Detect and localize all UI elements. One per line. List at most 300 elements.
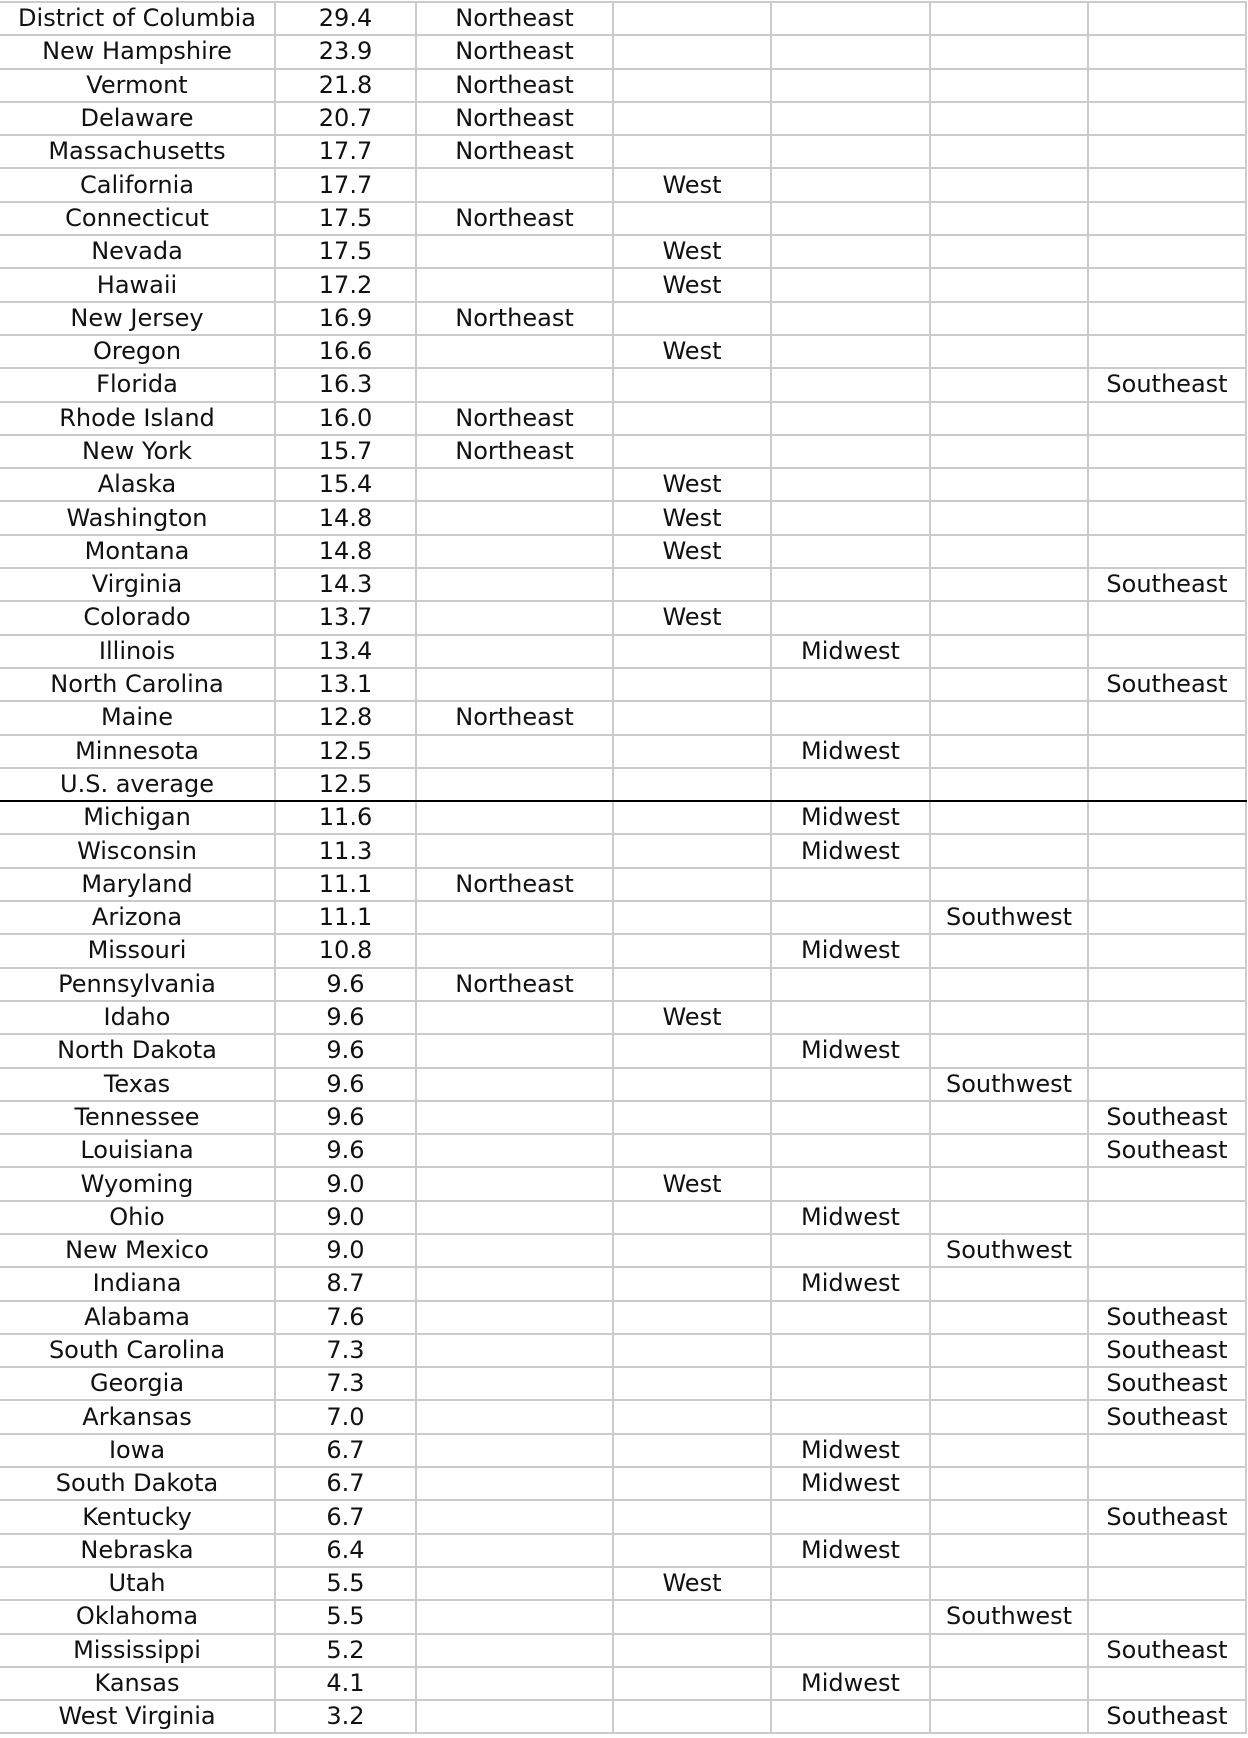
region-cell-southwest[interactable] [930,135,1088,168]
region-cell-northeast[interactable] [416,1700,613,1733]
region-cell-west[interactable] [613,1301,771,1334]
value-cell[interactable]: 7.0 [275,1400,416,1433]
region-cell-southwest[interactable] [930,1134,1088,1167]
value-cell[interactable]: 7.6 [275,1301,416,1334]
state-cell[interactable]: Iowa [0,1434,275,1467]
value-cell[interactable]: 11.3 [275,834,416,867]
region-cell-southeast[interactable] [1088,635,1246,668]
region-cell-west[interactable] [613,1700,771,1733]
state-cell[interactable]: Nebraska [0,1534,275,1567]
region-cell-west[interactable]: West [613,335,771,368]
region-cell-southwest[interactable] [930,468,1088,501]
value-cell[interactable]: 4.1 [275,1667,416,1700]
state-cell[interactable]: Indiana [0,1267,275,1300]
region-cell-west[interactable] [613,1400,771,1433]
state-cell[interactable]: Connecticut [0,202,275,235]
state-cell[interactable]: Delaware [0,102,275,135]
region-cell-west[interactable] [613,1600,771,1633]
value-cell[interactable]: 5.2 [275,1634,416,1667]
region-cell-northeast[interactable] [416,1534,613,1567]
region-cell-northeast[interactable]: Northeast [416,69,613,102]
region-cell-southeast[interactable] [1088,468,1246,501]
value-cell[interactable]: 17.5 [275,202,416,235]
region-cell-southwest[interactable] [930,1034,1088,1067]
state-cell[interactable]: New Mexico [0,1234,275,1267]
region-cell-west[interactable]: West [613,1001,771,1034]
region-cell-southwest[interactable] [930,1367,1088,1400]
region-cell-southwest[interactable] [930,368,1088,401]
region-cell-southwest[interactable] [930,1534,1088,1567]
region-cell-southeast[interactable]: Southeast [1088,1500,1246,1533]
region-cell-midwest[interactable]: Midwest [771,735,930,768]
state-cell[interactable]: Pennsylvania [0,968,275,1001]
region-cell-west[interactable] [613,202,771,235]
region-cell-west[interactable] [613,901,771,934]
region-cell-southwest[interactable] [930,1700,1088,1733]
value-cell[interactable]: 20.7 [275,102,416,135]
state-cell[interactable]: Maine [0,701,275,734]
region-cell-southwest[interactable] [930,102,1088,135]
region-cell-west[interactable] [613,1367,771,1400]
state-cell[interactable]: North Carolina [0,668,275,701]
region-cell-southwest[interactable] [930,402,1088,435]
region-cell-midwest[interactable] [771,1634,930,1667]
region-cell-west[interactable]: West [613,168,771,201]
region-cell-southwest[interactable] [930,302,1088,335]
state-cell[interactable]: Kansas [0,1667,275,1700]
region-cell-southwest[interactable] [930,535,1088,568]
region-cell-west[interactable] [613,1334,771,1367]
region-cell-midwest[interactable] [771,302,930,335]
region-cell-southeast[interactable] [1088,235,1246,268]
region-cell-southwest[interactable] [930,268,1088,301]
region-cell-west[interactable] [613,1267,771,1300]
state-cell[interactable]: Texas [0,1068,275,1101]
region-cell-southeast[interactable]: Southeast [1088,1634,1246,1667]
region-cell-southeast[interactable]: Southeast [1088,1367,1246,1400]
region-cell-southeast[interactable] [1088,1001,1246,1034]
state-cell[interactable]: West Virginia [0,1700,275,1733]
region-cell-southeast[interactable] [1088,302,1246,335]
region-cell-southwest[interactable] [930,1567,1088,1600]
region-cell-southeast[interactable] [1088,768,1246,801]
region-cell-midwest[interactable] [771,168,930,201]
state-cell[interactable]: Ohio [0,1201,275,1234]
region-cell-southwest[interactable] [930,834,1088,867]
region-cell-west[interactable] [613,1201,771,1234]
region-cell-midwest[interactable] [771,335,930,368]
region-cell-northeast[interactable] [416,901,613,934]
state-cell[interactable]: Minnesota [0,735,275,768]
region-cell-southwest[interactable] [930,701,1088,734]
region-cell-midwest[interactable] [771,1167,930,1200]
region-cell-northeast[interactable] [416,1001,613,1034]
state-cell[interactable]: Georgia [0,1367,275,1400]
region-cell-midwest[interactable]: Midwest [771,1034,930,1067]
region-cell-west[interactable] [613,35,771,68]
region-cell-southwest[interactable] [930,868,1088,901]
region-cell-southeast[interactable] [1088,135,1246,168]
region-cell-southeast[interactable] [1088,1434,1246,1467]
region-cell-southeast[interactable] [1088,868,1246,901]
region-cell-west[interactable] [613,302,771,335]
region-cell-west[interactable] [613,1534,771,1567]
region-cell-northeast[interactable] [416,934,613,967]
region-cell-west[interactable]: West [613,235,771,268]
region-cell-midwest[interactable] [771,1234,930,1267]
region-cell-southeast[interactable] [1088,335,1246,368]
value-cell[interactable]: 11.1 [275,868,416,901]
value-cell[interactable]: 9.6 [275,968,416,1001]
state-cell[interactable]: Kentucky [0,1500,275,1533]
region-cell-west[interactable] [613,768,771,801]
region-cell-midwest[interactable] [771,235,930,268]
region-cell-west[interactable] [613,69,771,102]
region-cell-southeast[interactable] [1088,1034,1246,1067]
region-cell-southwest[interactable] [930,568,1088,601]
state-cell[interactable]: District of Columbia [0,2,275,35]
region-cell-west[interactable] [613,1134,771,1167]
region-cell-southeast[interactable] [1088,735,1246,768]
region-cell-southeast[interactable]: Southeast [1088,1101,1246,1134]
region-cell-midwest[interactable]: Midwest [771,1434,930,1467]
region-cell-northeast[interactable] [416,468,613,501]
region-cell-midwest[interactable] [771,1301,930,1334]
state-cell[interactable]: North Dakota [0,1034,275,1067]
region-cell-midwest[interactable] [771,1134,930,1167]
region-cell-west[interactable] [613,934,771,967]
region-cell-southeast[interactable]: Southeast [1088,1301,1246,1334]
state-cell[interactable]: New York [0,435,275,468]
region-cell-southeast[interactable]: Southeast [1088,1400,1246,1433]
region-cell-southeast[interactable] [1088,1567,1246,1600]
region-cell-southeast[interactable] [1088,1234,1246,1267]
value-cell[interactable]: 5.5 [275,1600,416,1633]
region-cell-southeast[interactable] [1088,1467,1246,1500]
state-cell[interactable]: U.S. average [0,768,275,801]
region-cell-northeast[interactable] [416,1101,613,1134]
state-cell[interactable]: Mississippi [0,1634,275,1667]
value-cell[interactable]: 8.7 [275,1267,416,1300]
state-cell[interactable]: Michigan [0,801,275,834]
region-cell-northeast[interactable]: Northeast [416,402,613,435]
region-cell-west[interactable] [613,701,771,734]
region-cell-midwest[interactable] [771,668,930,701]
state-cell[interactable]: South Dakota [0,1467,275,1500]
state-cell[interactable]: New Hampshire [0,35,275,68]
region-cell-southwest[interactable] [930,1001,1088,1034]
region-cell-midwest[interactable]: Midwest [771,635,930,668]
region-cell-southwest[interactable] [930,1301,1088,1334]
region-cell-west[interactable] [613,402,771,435]
region-cell-northeast[interactable] [416,735,613,768]
region-cell-southeast[interactable]: Southeast [1088,1700,1246,1733]
value-cell[interactable]: 16.9 [275,302,416,335]
region-cell-midwest[interactable] [771,1700,930,1733]
region-cell-northeast[interactable] [416,635,613,668]
region-cell-west[interactable] [613,801,771,834]
state-cell[interactable]: Vermont [0,69,275,102]
region-cell-southeast[interactable] [1088,934,1246,967]
value-cell[interactable]: 16.0 [275,402,416,435]
region-cell-midwest[interactable] [771,402,930,435]
region-cell-midwest[interactable] [771,135,930,168]
value-cell[interactable]: 6.7 [275,1434,416,1467]
region-cell-west[interactable] [613,968,771,1001]
region-cell-midwest[interactable] [771,1068,930,1101]
region-cell-southwest[interactable] [930,2,1088,35]
region-cell-northeast[interactable] [416,801,613,834]
region-cell-west[interactable] [613,368,771,401]
region-cell-southwest[interactable] [930,934,1088,967]
region-cell-southwest[interactable] [930,69,1088,102]
value-cell[interactable]: 23.9 [275,35,416,68]
region-cell-midwest[interactable] [771,601,930,634]
region-cell-southeast[interactable] [1088,1534,1246,1567]
region-cell-southeast[interactable] [1088,1267,1246,1300]
value-cell[interactable]: 11.1 [275,901,416,934]
region-cell-southwest[interactable] [930,1201,1088,1234]
region-cell-midwest[interactable] [771,768,930,801]
state-cell[interactable]: Oklahoma [0,1600,275,1633]
region-cell-northeast[interactable] [416,501,613,534]
region-cell-southeast[interactable] [1088,1068,1246,1101]
region-cell-southeast[interactable] [1088,2,1246,35]
value-cell[interactable]: 14.8 [275,501,416,534]
value-cell[interactable]: 13.1 [275,668,416,701]
region-cell-southwest[interactable] [930,501,1088,534]
state-cell[interactable]: Florida [0,368,275,401]
region-cell-northeast[interactable]: Northeast [416,435,613,468]
state-cell[interactable]: Wisconsin [0,834,275,867]
region-cell-west[interactable] [613,102,771,135]
state-cell[interactable]: New Jersey [0,302,275,335]
region-cell-northeast[interactable] [416,235,613,268]
region-cell-midwest[interactable] [771,1101,930,1134]
region-cell-southeast[interactable] [1088,501,1246,534]
region-cell-midwest[interactable]: Midwest [771,1667,930,1700]
region-cell-northeast[interactable] [416,834,613,867]
value-cell[interactable]: 15.7 [275,435,416,468]
region-cell-southwest[interactable] [930,35,1088,68]
state-cell[interactable]: Wyoming [0,1167,275,1200]
region-cell-midwest[interactable]: Midwest [771,1534,930,1567]
region-cell-northeast[interactable] [416,1500,613,1533]
value-cell[interactable]: 17.7 [275,135,416,168]
value-cell[interactable]: 9.6 [275,1068,416,1101]
value-cell[interactable]: 17.2 [275,268,416,301]
region-cell-southeast[interactable] [1088,402,1246,435]
region-cell-west[interactable] [613,135,771,168]
region-cell-west[interactable]: West [613,468,771,501]
state-cell[interactable]: Oregon [0,335,275,368]
region-cell-southwest[interactable] [930,435,1088,468]
region-cell-northeast[interactable] [416,1567,613,1600]
region-cell-northeast[interactable] [416,1667,613,1700]
region-cell-northeast[interactable] [416,1467,613,1500]
region-cell-southeast[interactable] [1088,35,1246,68]
region-cell-northeast[interactable] [416,535,613,568]
region-cell-midwest[interactable] [771,102,930,135]
region-cell-midwest[interactable] [771,501,930,534]
region-cell-west[interactable] [613,1467,771,1500]
region-cell-midwest[interactable] [771,535,930,568]
region-cell-southwest[interactable] [930,968,1088,1001]
region-cell-southwest[interactable] [930,801,1088,834]
region-cell-southeast[interactable] [1088,1667,1246,1700]
region-cell-southwest[interactable] [930,601,1088,634]
value-cell[interactable]: 6.7 [275,1467,416,1500]
region-cell-west[interactable] [613,1434,771,1467]
region-cell-northeast[interactable] [416,368,613,401]
region-cell-southwest[interactable] [930,1167,1088,1200]
region-cell-midwest[interactable] [771,1001,930,1034]
region-cell-west[interactable] [613,1034,771,1067]
region-cell-west[interactable] [613,1634,771,1667]
region-cell-northeast[interactable] [416,1201,613,1234]
region-cell-northeast[interactable]: Northeast [416,302,613,335]
region-cell-southeast[interactable] [1088,435,1246,468]
region-cell-northeast[interactable] [416,1167,613,1200]
region-cell-southwest[interactable] [930,235,1088,268]
region-cell-midwest[interactable]: Midwest [771,934,930,967]
region-cell-northeast[interactable]: Northeast [416,868,613,901]
region-cell-west[interactable] [613,1500,771,1533]
region-cell-northeast[interactable]: Northeast [416,701,613,734]
value-cell[interactable]: 17.7 [275,168,416,201]
state-cell[interactable]: Montana [0,535,275,568]
value-cell[interactable]: 17.5 [275,235,416,268]
region-cell-midwest[interactable] [771,1567,930,1600]
region-cell-midwest[interactable] [771,368,930,401]
state-cell[interactable]: Colorado [0,601,275,634]
value-cell[interactable]: 12.5 [275,735,416,768]
region-cell-southeast[interactable] [1088,834,1246,867]
value-cell[interactable]: 11.6 [275,801,416,834]
region-cell-southwest[interactable] [930,1467,1088,1500]
region-cell-southwest[interactable] [930,635,1088,668]
region-cell-west[interactable]: West [613,1167,771,1200]
value-cell[interactable]: 5.5 [275,1567,416,1600]
value-cell[interactable]: 9.0 [275,1234,416,1267]
region-cell-southeast[interactable] [1088,168,1246,201]
region-cell-northeast[interactable] [416,1301,613,1334]
region-cell-northeast[interactable] [416,1367,613,1400]
value-cell[interactable]: 13.4 [275,635,416,668]
state-cell[interactable]: Utah [0,1567,275,1600]
region-cell-southwest[interactable] [930,1434,1088,1467]
region-cell-midwest[interactable] [771,968,930,1001]
state-cell[interactable]: Arkansas [0,1400,275,1433]
region-cell-southwest[interactable] [930,202,1088,235]
value-cell[interactable]: 6.7 [275,1500,416,1533]
region-cell-west[interactable] [613,568,771,601]
value-cell[interactable]: 12.5 [275,768,416,801]
region-cell-midwest[interactable] [771,435,930,468]
region-cell-northeast[interactable] [416,1434,613,1467]
state-cell[interactable]: Tennessee [0,1101,275,1134]
value-cell[interactable]: 9.6 [275,1134,416,1167]
region-cell-southwest[interactable] [930,735,1088,768]
region-cell-midwest[interactable] [771,2,930,35]
region-cell-northeast[interactable]: Northeast [416,35,613,68]
region-cell-northeast[interactable]: Northeast [416,2,613,35]
region-cell-southeast[interactable] [1088,901,1246,934]
value-cell[interactable]: 3.2 [275,1700,416,1733]
state-cell[interactable]: Nevada [0,235,275,268]
region-cell-midwest[interactable] [771,202,930,235]
region-cell-southeast[interactable] [1088,1201,1246,1234]
region-cell-northeast[interactable] [416,1267,613,1300]
region-cell-southeast[interactable]: Southeast [1088,368,1246,401]
value-cell[interactable]: 12.8 [275,701,416,734]
region-cell-southeast[interactable] [1088,69,1246,102]
region-cell-west[interactable] [613,435,771,468]
region-cell-southwest[interactable] [930,168,1088,201]
value-cell[interactable]: 13.7 [275,601,416,634]
region-cell-northeast[interactable] [416,168,613,201]
value-cell[interactable]: 9.6 [275,1034,416,1067]
region-cell-midwest[interactable] [771,468,930,501]
value-cell[interactable]: 21.8 [275,69,416,102]
region-cell-southeast[interactable] [1088,268,1246,301]
value-cell[interactable]: 6.4 [275,1534,416,1567]
region-cell-northeast[interactable] [416,768,613,801]
region-cell-northeast[interactable] [416,1600,613,1633]
region-cell-midwest[interactable] [771,268,930,301]
region-cell-southeast[interactable] [1088,1167,1246,1200]
region-cell-west[interactable] [613,1667,771,1700]
region-cell-midwest[interactable]: Midwest [771,1267,930,1300]
value-cell[interactable]: 14.8 [275,535,416,568]
state-cell[interactable]: South Carolina [0,1334,275,1367]
region-cell-southeast[interactable] [1088,801,1246,834]
region-cell-southwest[interactable] [930,1101,1088,1134]
region-cell-northeast[interactable] [416,1400,613,1433]
state-cell[interactable]: Maryland [0,868,275,901]
region-cell-midwest[interactable]: Midwest [771,834,930,867]
state-cell[interactable]: Washington [0,501,275,534]
region-cell-northeast[interactable]: Northeast [416,968,613,1001]
value-cell[interactable]: 7.3 [275,1334,416,1367]
region-cell-southwest[interactable] [930,1634,1088,1667]
region-cell-southeast[interactable] [1088,535,1246,568]
state-cell[interactable]: Virginia [0,568,275,601]
value-cell[interactable]: 14.3 [275,568,416,601]
value-cell[interactable]: 16.6 [275,335,416,368]
region-cell-northeast[interactable]: Northeast [416,102,613,135]
region-cell-southeast[interactable] [1088,701,1246,734]
region-cell-northeast[interactable]: Northeast [416,202,613,235]
region-cell-southeast[interactable]: Southeast [1088,1334,1246,1367]
region-cell-midwest[interactable] [771,1400,930,1433]
value-cell[interactable]: 29.4 [275,2,416,35]
region-cell-northeast[interactable] [416,1134,613,1167]
region-cell-southwest[interactable] [930,1400,1088,1433]
region-cell-northeast[interactable] [416,568,613,601]
region-cell-west[interactable] [613,834,771,867]
region-cell-southeast[interactable]: Southeast [1088,1134,1246,1167]
value-cell[interactable]: 15.4 [275,468,416,501]
region-cell-midwest[interactable] [771,1334,930,1367]
region-cell-southeast[interactable]: Southeast [1088,568,1246,601]
region-cell-southeast[interactable] [1088,1600,1246,1633]
region-cell-northeast[interactable] [416,601,613,634]
region-cell-west[interactable]: West [613,1567,771,1600]
region-cell-northeast[interactable] [416,1034,613,1067]
region-cell-northeast[interactable]: Northeast [416,135,613,168]
value-cell[interactable]: 7.3 [275,1367,416,1400]
